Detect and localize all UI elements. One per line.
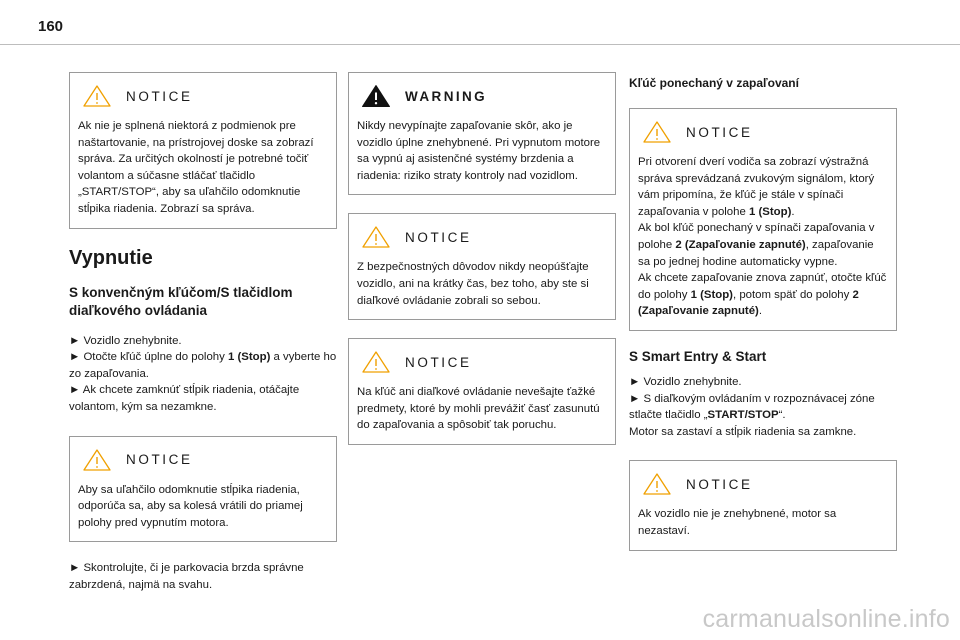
header-divider: [0, 44, 960, 45]
instruction-step: ► Otočte kľúč úplne do polohy 1 (Stop) a vyberte ho zo zapaľovania.: [69, 351, 337, 380]
notice-title: NOTICE: [686, 124, 753, 140]
instruction-step: ► S diaľkovým ovládaním v rozpoznávacej zóne stlačte tlačidlo „START/STOP“.: [629, 392, 875, 422]
notice-text: Na kľúč ani diaľkové ovládanie nevešajte ťažké predmety, ktoré by mohli prevážiť časť zasunutú do zapaľovania a spôsobiť tak poruchu.: [357, 386, 600, 432]
warning-text: Nikdy nevypínajte zapaľovanie skôr, ako je vozidlo úplne znehybnené. Pri vypnutom motore sa vypnú aj asistenčné systémy brzdenia a riadenia: riziko straty kontroly nad vozidlom.: [357, 120, 601, 182]
notice-triangle-icon: [78, 84, 116, 108]
notice-text: Aby sa uľahčilo odomknutie stĺpika riadenia, odporúča sa, aby sa kolesá vrátili do priamej polohy pred vypnutím motora.: [78, 483, 303, 529]
notice-triangle-icon: [638, 472, 676, 496]
warning-triangle-icon: [357, 84, 395, 108]
instruction-list: [629, 374, 897, 440]
notice-title: NOTICE: [126, 452, 193, 468]
notice-box: [348, 338, 616, 445]
column-1: [69, 72, 337, 614]
notice-triangle-icon: [78, 448, 116, 472]
notice-triangle-icon: [357, 350, 395, 374]
section-heading: Kľúč ponechaný v zapaľovaní: [629, 76, 799, 90]
notice-text: Pri otvorení dverí vodiča sa zobrazí výstražná správa sprevádzaná zvukovým signálom, ktorý vám pripomína, že kľúč je stále v spínači zapaľovania v polohe 1 (Stop). Ak bol kľúč ponechaný v spínači zapaľovania v polohe 2 (Zapaľovanie zapnuté), zapaľovanie sa po jednej hodine automaticky vypne. Ak chcete zapaľovanie znova zapnúť, otočte kľúč do polohy 1 (Stop), potom späť do polohy 2 (Zapaľovanie zapnuté).: [638, 156, 887, 318]
notice-triangle-icon: [638, 120, 676, 144]
column-3: [629, 72, 897, 569]
notice-box: [348, 213, 616, 320]
notice-title: NOTICE: [405, 229, 472, 245]
column-2: [348, 72, 616, 463]
notice-text: Ak vozidlo nie je znehybnené, motor sa nezastaví.: [638, 508, 837, 537]
instruction-step: ► Vozidlo znehybnite.: [629, 375, 742, 388]
notice-box: [69, 72, 337, 229]
subsection-heading: S Smart Entry & Start: [629, 348, 767, 364]
instruction-step: ► Skontrolujte, či je parkovacia brzda správne zabrzdená, najmä na svahu.: [69, 562, 304, 591]
notice-title: NOTICE: [405, 354, 472, 370]
notice-title: NOTICE: [686, 476, 753, 492]
notice-triangle-icon: [357, 225, 395, 249]
notice-text: Ak nie je splnená niektorá z podmienok pre naštartovanie, na prístrojovej doske sa zobrazí správa. Za určitých okolností je potrebné točiť volantom a súčasne stláčať tlačidlo „START/STOP“, aby sa uľahčilo odomknutie stĺpika riadenia. Zobrazí sa správa.: [78, 120, 314, 215]
warning-box: [348, 72, 616, 195]
section-heading: Vypnutie: [69, 246, 153, 269]
page-number: 160: [38, 18, 64, 35]
instruction-step: ► Ak chcete zamknúť stĺpik riadenia, otáčajte volantom, kým sa nezamkne.: [69, 384, 300, 413]
instruction-step: Motor sa zastaví a stĺpik riadenia sa zamkne.: [629, 425, 857, 438]
notice-text: Z bezpečnostných dôvodov nikdy neopúšťajte vozidlo, ani na krátky čas, bez toho, aby ste si diaľkové ovládanie zobrali so sebou.: [357, 261, 589, 307]
notice-box: [69, 436, 337, 543]
watermark: carmanualsonline.info: [702, 605, 950, 633]
notice-title: NOTICE: [126, 88, 193, 104]
instruction-list: [69, 333, 337, 416]
subsection-heading: S konvenčným kľúčom/S tlačidlom diaľkového ovládania: [69, 284, 293, 319]
warning-title: WARNING: [405, 88, 488, 104]
notice-box: [629, 108, 897, 331]
notice-box: [629, 460, 897, 550]
instruction-step: ► Vozidlo znehybnite.: [69, 334, 182, 347]
